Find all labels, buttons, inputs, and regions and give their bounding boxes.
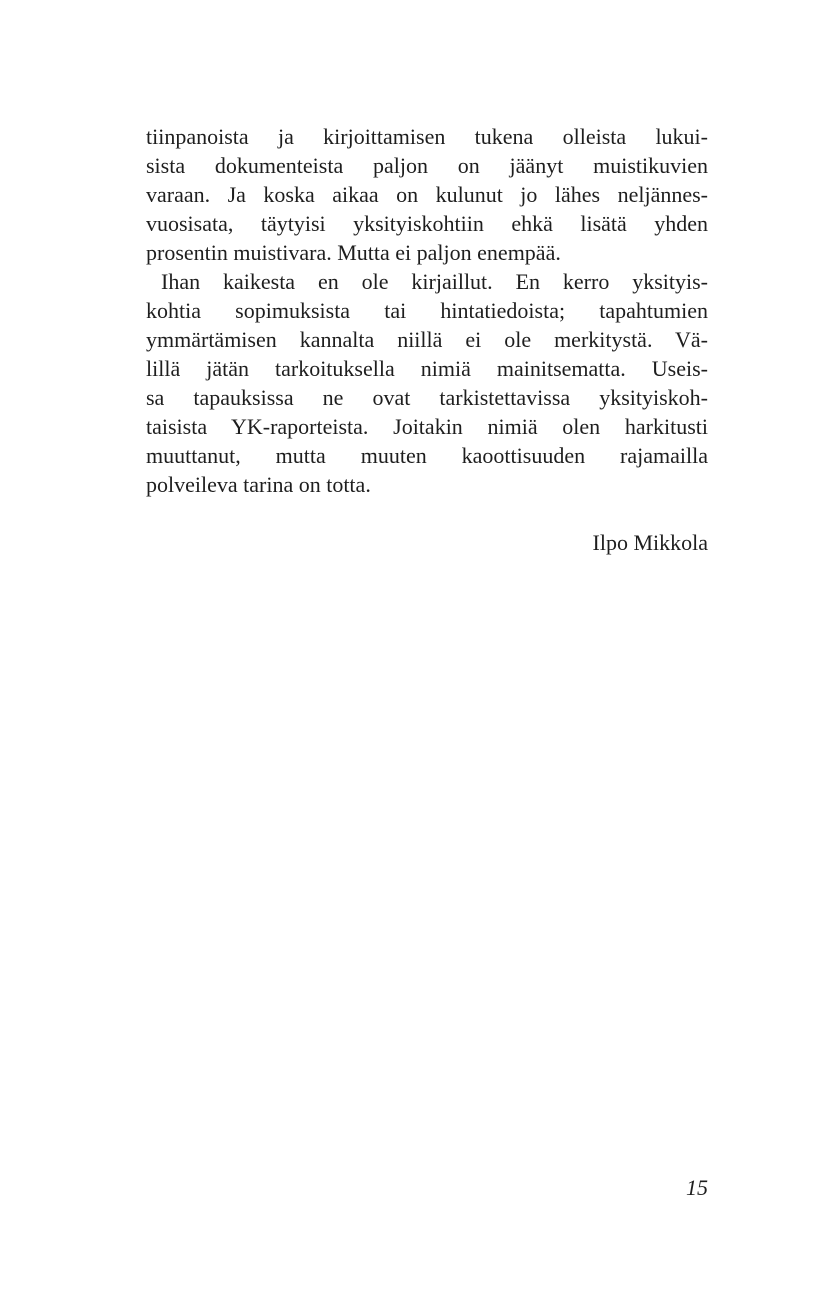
text-line: vuosisata, täytyisi yksityiskohtiin ehkä lisätä yhden [146,211,708,236]
text-line: varaan. Ja koska aikaa on kulunut jo lähes neljännes- [146,182,708,207]
text-line: lillä jätän tarkoituksella nimiä mainitsematta. Useis- [146,356,708,381]
text-line: Ihan kaikesta en ole kirjaillut. En kerro yksityis- [161,269,708,294]
text-line: tiinpanoista ja kirjoittamisen tukena olleista lukui- [146,124,708,149]
text-line: muuttanut, mutta muuten kaoottisuuden rajamailla [146,443,708,468]
paragraph [146,267,708,499]
text-line: kohtia sopimuksista tai hintatiedoista; tapahtumien [146,298,708,323]
text-line: taisista YK-raporteista. Joitakin nimiä olen harkitusti [146,414,708,439]
text-line: ymmärtämisen kannalta niillä ei ole merkitystä. Vä- [146,327,708,352]
body-text [146,122,708,557]
page-number: 15 [686,1175,708,1200]
text-line: polveileva tarina on totta. [146,472,371,497]
paragraph [146,122,708,267]
author-signature: Ilpo Mikkola [592,530,708,555]
text-line: prosentin muistivara. Mutta ei paljon enempää. [146,240,561,265]
text-line: sista dokumenteista paljon on jäänyt muistikuvien [146,153,708,178]
text-line: sa tapauksissa ne ovat tarkistettavissa yksityiskoh- [146,385,708,410]
